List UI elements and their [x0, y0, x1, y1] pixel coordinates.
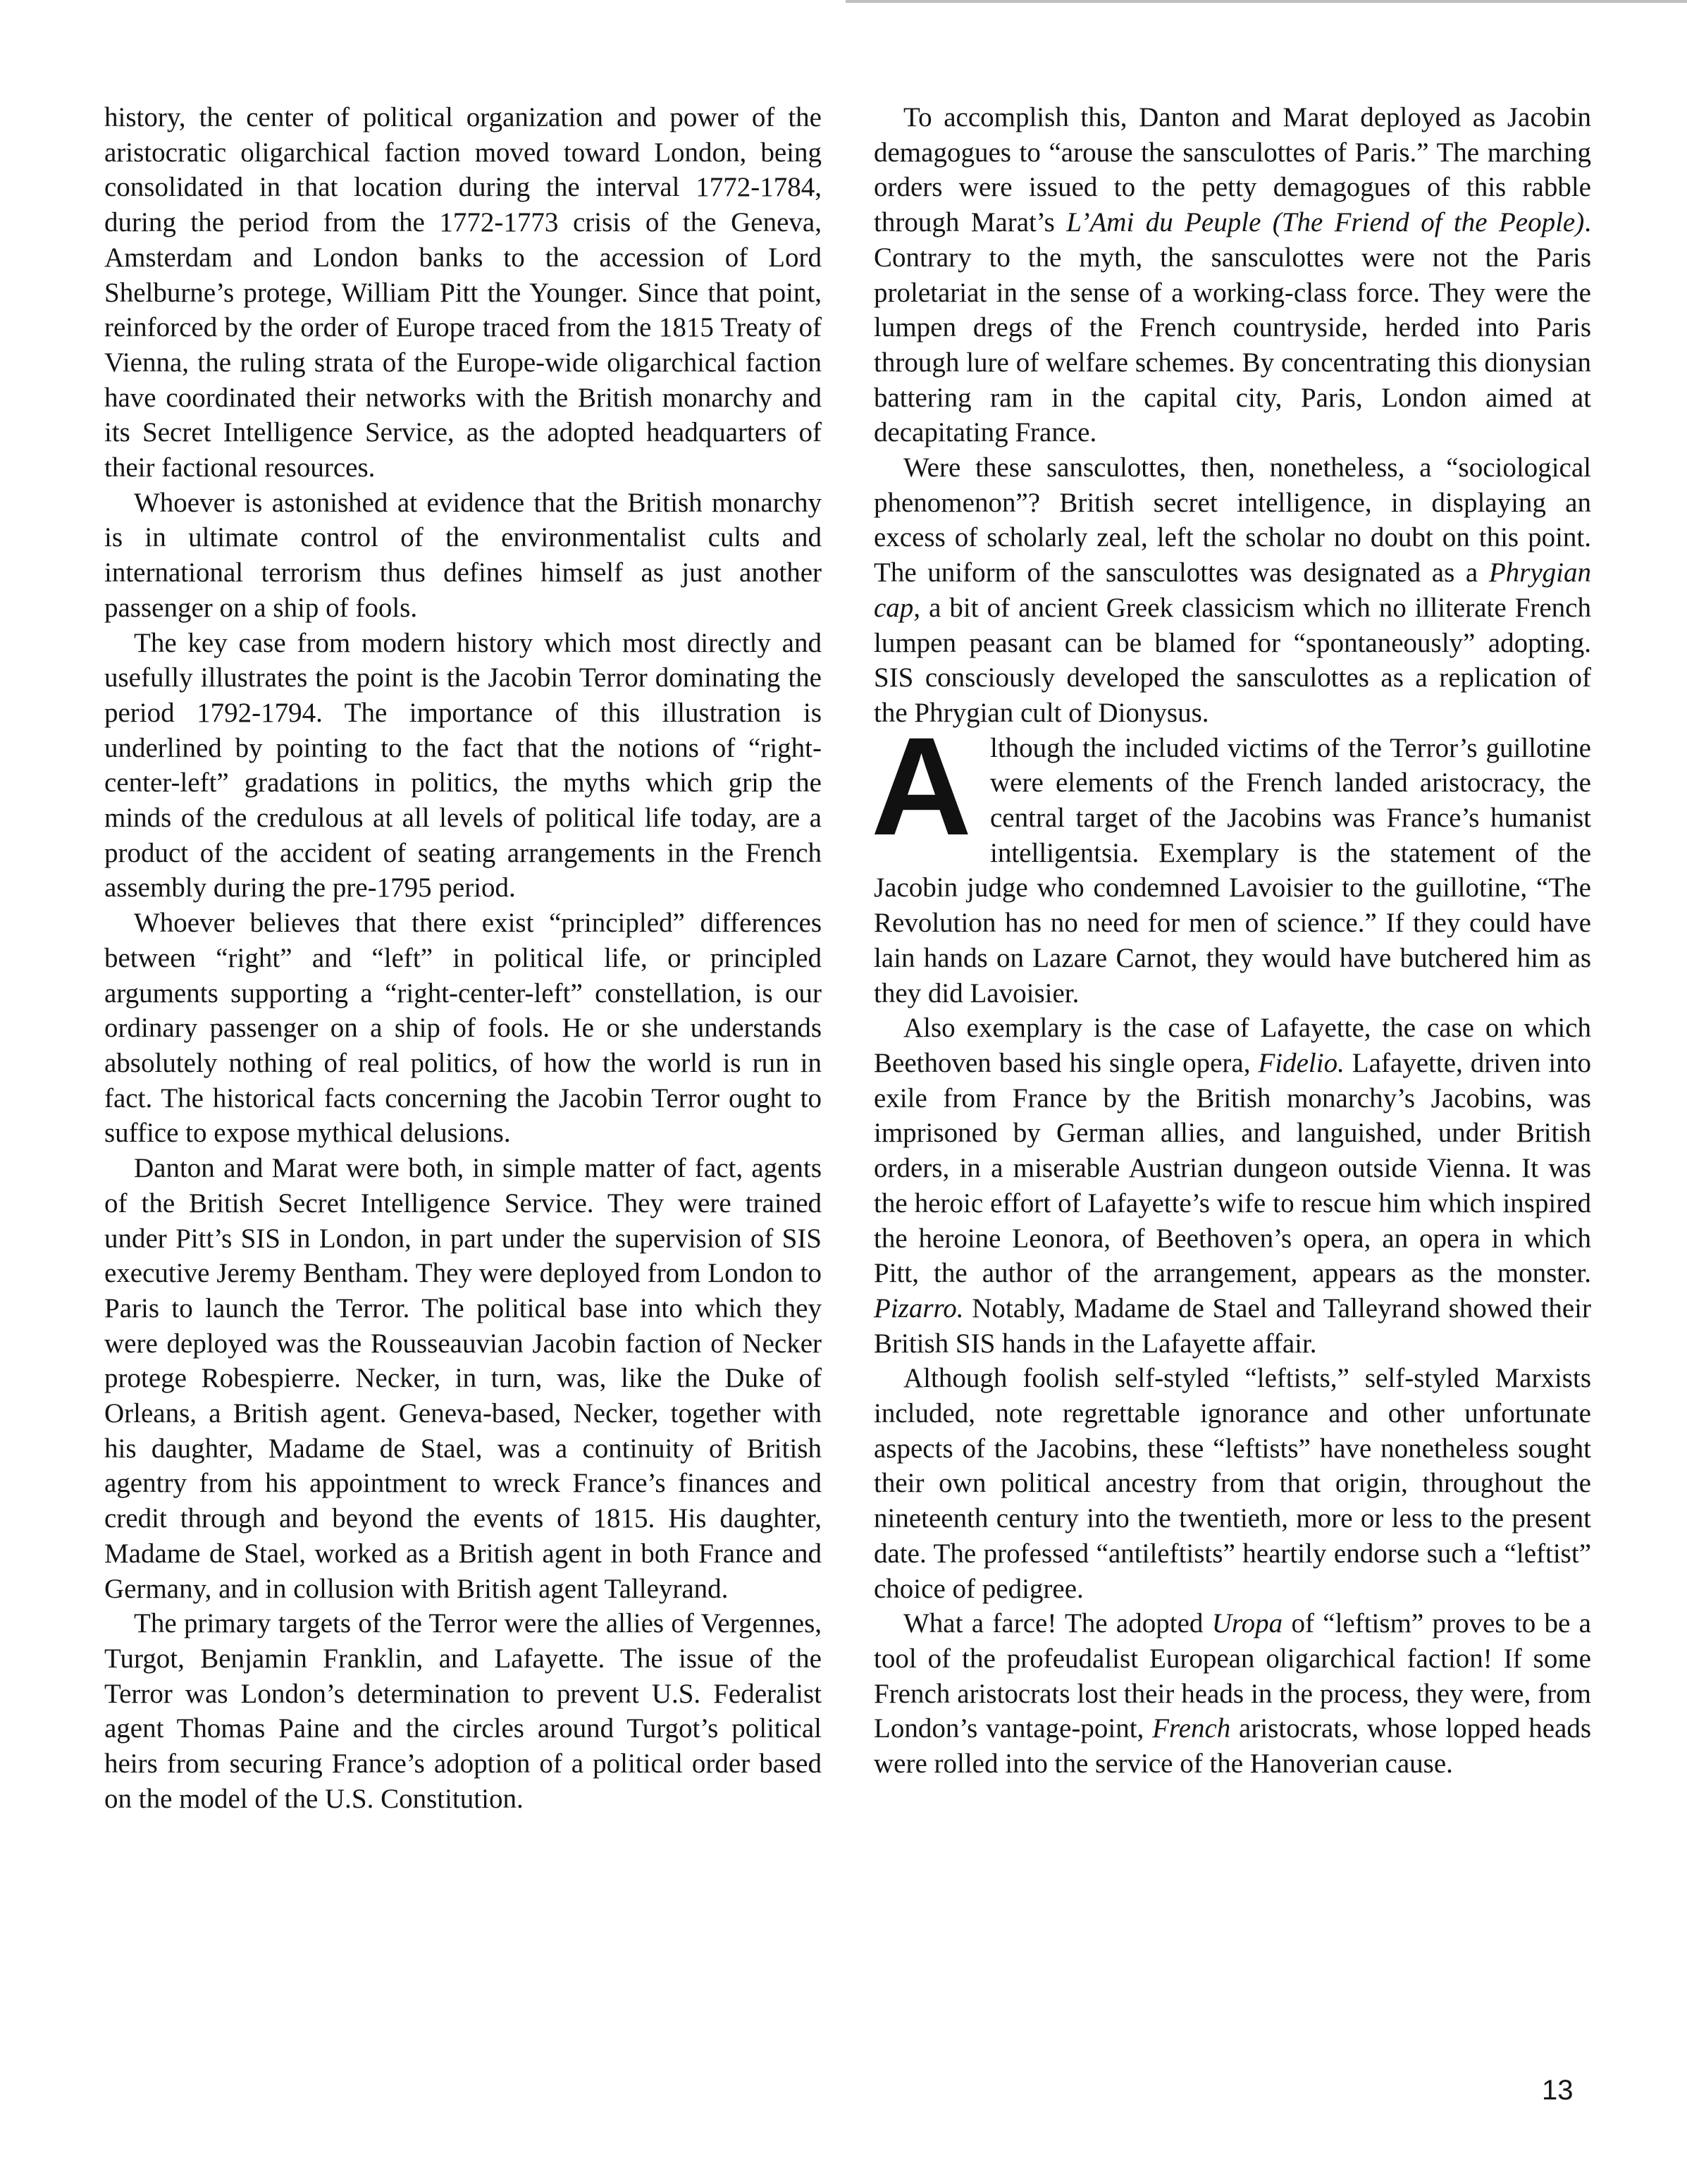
- italic-french: French: [1152, 1713, 1231, 1744]
- text-segment: Were these sansculottes, then, nonetheless, a “sociological phenomenon”? British secret intelligence, in displaying an excess of scholarly zeal, left the scholar no doubt on this point. The uniform of the sansculottes was designated as a: [874, 452, 1591, 588]
- text-segment: of “leftism” proves to be a tool of the profeudalist European oligarchical faction! If some French aristocrats lost their heads in the process, they were, from London’s vantage-point,: [874, 1608, 1591, 1744]
- top-edge-rule: [846, 0, 1687, 3]
- paragraph-key-case: The key case from modern history which most directly and usefully illustrates the point is the Jacobin Terror dominating the period 1792-1794. The importance of this illustration is underlined by pointing to the fact that the notions of “right-center-left” gradations in politics, the myths which grip the minds of the credulous at all levels of political life today, are a product of the accident of seating arrangements in the French assembly during the pre-1795 period.: [104, 627, 822, 903]
- italic-phrygian-cap: Phrygian cap,: [874, 557, 1591, 623]
- text-segment: . Contrary to the myth, the sansculottes were not the Paris proletariat in the sense of a working-class force. They were the lumpen dregs of the French countryside, herded into Paris through lure of welfare schemes. By concentrating this dionysian battering ram in the capital city, Paris, London aimed at decapitating France.: [874, 207, 1591, 448]
- italic-pizarro: Pizarro.: [874, 1292, 964, 1324]
- paragraph-lafayette: [874, 1011, 1591, 1361]
- left-column: [104, 100, 822, 1816]
- text-segment: To accomplish this, Danton and Marat deployed as Jacobin demagogues to “arouse the sansculottes of Paris.” The marching orders were issued to the petty demagogues of this rabble through Marat’s: [874, 102, 1591, 238]
- italic-newspaper-title: L’Ami du Peuple (The Friend of the People): [1066, 207, 1585, 238]
- paragraph-whoever-astonished: Whoever is astonished at evidence that the British monarchy is in ultimate control of the environmentalist cults and international terrorism thus defines himself as just another passenger on a ship of fools.: [104, 487, 822, 623]
- paragraph-sociological: [874, 450, 1591, 731]
- text-segment: aristocrats, whose lopped heads were rolled into the service of the Hanoverian cause.: [874, 1713, 1591, 1779]
- paragraph-whoever-believes: Whoever believes that there exist “principled” differences between “right” and “left” in political life, or principled arguments supporting a “right-center-left” constellation, is our ordinary passenger on a ship of fools. He or she understands absolutely nothing of real politics, of how the world is run in fact. The historical facts concerning the Jacobin Terror ought to suffice to expose mythical delusions.: [104, 908, 822, 1149]
- paragraph-although-victims: [871, 708, 1591, 1011]
- right-column: [871, 100, 1591, 1782]
- text-segment: a bit of ancient Greek classicism which no illiterate French lumpen peasant can be blamed for “spontaneously” adopting. SIS consciously developed the sansculottes as a replication of the Phrygian cult of Dionysus.: [874, 592, 1591, 728]
- text-segment: Lafayette, driven into exile from France by the British monarchy’s Jacobins, was imprisoned by German allies, and languished, under British orders, in a miserable Austrian dungeon outside Vienna. It was the heroic effort of Lafayette’s wife to rescue him which inspired the heroine Leonora, of Beethoven’s opera, an opera in which Pitt, the author of the arrangement, appears as the monster.: [874, 1047, 1591, 1289]
- text-segment: Also exemplary is the case of Lafayette, the case on which Beethoven based his single opera,: [874, 1013, 1591, 1078]
- paragraph-danton-marat: Danton and Marat were both, in simple matter of fact, agents of the British Secret Intelligence Service. They were trained under Pitt’s SIS in London, in part under the supervision of SIS executive Jeremy Bentham. They were deployed from London to Paris to launch the Terror. The political base into which they were deployed was the Rousseauvian Jacobin faction of Necker protege Robespierre. Necker, in turn, was, like the Duke of Orleans, a British agent. Geneva-based, Necker, together with his daughter, Madame de Stael, was a continuity of British agentry from his appointment to wreck France’s finances and credit through and beyond the events of 1815. His daughter, Madame de Stael, worked as a British agent in both France and Germany, and in collusion with British agent Talleyrand.: [104, 1153, 822, 1604]
- drop-cap: A: [871, 708, 972, 864]
- page-number: 13: [1542, 2075, 1574, 2106]
- italic-uropa: Uropa: [1211, 1608, 1283, 1639]
- paragraph-primary-targets: The primary targets of the Terror were the allies of Vergennes, Turgot, Benjamin Franklin, and Lafayette. The issue of the Terror was London’s determination to prevent U.S. Federalist agent Thomas Paine and the circles around Turgot’s political heirs from securing France’s adoption of a political order based on the model of the U.S. Constitution.: [104, 1608, 822, 1814]
- text-segment: lthough the included victims of the Terror’s guillotine were elements of the French landed aristocracy, the central target of the Jacobins was France’s humanist intelligentsia. Exemplary is the statement of the Jacobin judge who condemned Lavoisier to the guillotine, “The Revolution has no need for men of science.” If they could have lain hands on Lazare Carnot, they would have butchered him as they did Lavoisier.: [874, 732, 1591, 1008]
- paragraph-to-accomplish: [874, 100, 1591, 450]
- paragraph-farce: [874, 1606, 1591, 1782]
- italic-fidelio: Fidelio.: [1258, 1047, 1345, 1078]
- paragraph-leftists: Although foolish self-styled “leftists,” self-styled Marxists included, note regrettable ignorance and other unfortunate aspects of the Jacobins, these “leftists” have nonetheless sought their own political ancestry from that origin, throughout the nineteenth century into the twentieth, more or less to the present date. The professed “antileftists” heartily endorse such a “leftist” choice of pedigree.: [874, 1363, 1591, 1604]
- paragraph-history: history, the center of political organization and power of the aristocratic oligarchical faction moved toward London, being consolidated in that location during the interval 1772-1784, during the period from the 1772-1773 crisis of the Geneva, Amsterdam and London banks to the accession of Lord Shelburne’s protege, William Pitt the Younger. Since that point, reinforced by the order of Europe traced from the 1815 Treaty of Vienna, the ruling strata of the Europe-wide oligarchical faction have coordinated their networks with the British monarchy and its Secret Intelligence Service, as the adopted headquarters of their factional resources.: [104, 102, 822, 483]
- text-segment: Notably, Madame de Stael and Talleyrand showed their British SIS hands in the Lafayette affair.: [874, 1292, 1591, 1359]
- text-segment: What a farce! The adopted: [903, 1608, 1212, 1639]
